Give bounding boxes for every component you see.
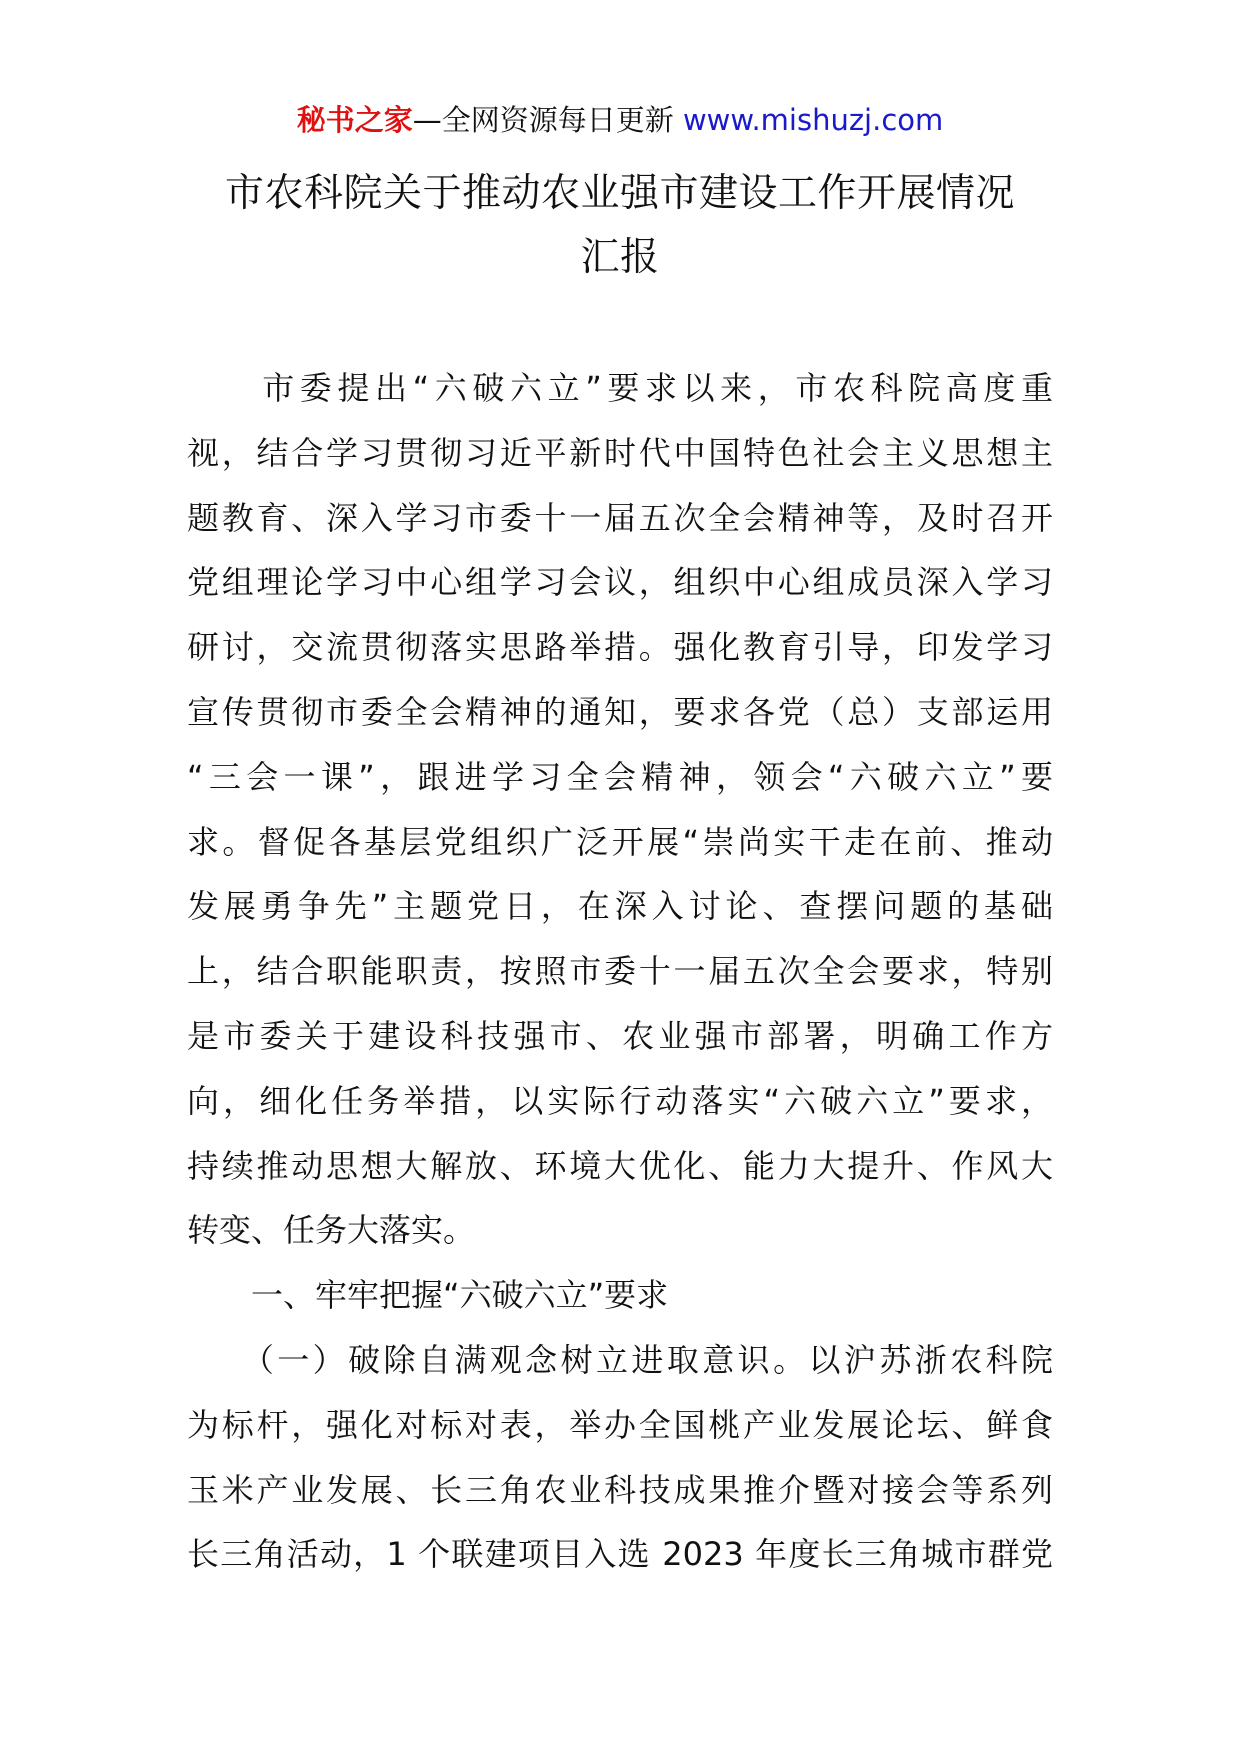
body-line: 研讨，交流贯彻落实思路举措。强化教育引导，印发学习 [187, 628, 1053, 667]
body-line: 发展勇争先”主题党日，在深入讨论、查摆问题的基础 [187, 887, 1053, 926]
site-header [0, 100, 1240, 140]
body-line: 题教育、深入学习市委十一届五次全会精神等，及时召开 [187, 498, 1053, 537]
body-line: 长三角活动，1 个联建项目入选 2023 年度长三角城市群党 [187, 1535, 1053, 1574]
body-line: 求。督促各基层党组织广泛开展“崇尚实干走在前、推动 [187, 822, 1053, 861]
site-url-link[interactable]: www.mishuzj.com [682, 103, 944, 137]
body-line: “三会一课”，跟进学习全会精神，领会“六破六立”要 [187, 757, 1053, 796]
body-line: 玉米产业发展、长三角农业科技成果推介暨对接会等系列 [187, 1470, 1053, 1509]
body-line: 为标杆，强化对标对表，举办全国桃产业发展论坛、鲜食 [187, 1405, 1053, 1444]
body-line: 转变、任务大落实。 [187, 1211, 476, 1250]
body-line: 向，细化任务举措，以实际行动落实“六破六立”要求， [187, 1081, 1053, 1120]
body-line: 是市委关于建设科技强市、农业强市部署，明确工作方 [187, 1016, 1053, 1055]
brand-name: 秘书之家 [296, 103, 413, 137]
body-line: 宣传贯彻市委全会精神的通知，要求各党（总）支部运用 [187, 692, 1053, 731]
title-line-1: 市农科院关于推动农业强市建设工作开展情况 [224, 171, 1015, 216]
section-heading: 一、牢牢把握“六破六立”要求 [187, 1276, 669, 1315]
header-tagline: —全网资源每日更新 [412, 103, 683, 137]
title-line-2: 汇报 [580, 235, 660, 280]
body-line: 持续推动思想大解放、环境大优化、能力大提升、作风大 [187, 1146, 1053, 1185]
document-title [160, 162, 1080, 290]
body-line: （一）破除自满观念树立进取意识。以沪苏浙农科院 [187, 1340, 1053, 1379]
document-body [187, 356, 1053, 1587]
body-line: 上，结合职能职责，按照市委十一届五次全会要求，特别 [187, 952, 1053, 991]
body-line: 党组理论学习中心组学习会议，组织中心组成员深入学习 [187, 563, 1053, 602]
body-line: 市委提出“六破六立”要求以来，市农科院高度重 [187, 369, 1053, 407]
body-line: 视，结合学习贯彻习近平新时代中国特色社会主义思想主 [187, 433, 1053, 472]
